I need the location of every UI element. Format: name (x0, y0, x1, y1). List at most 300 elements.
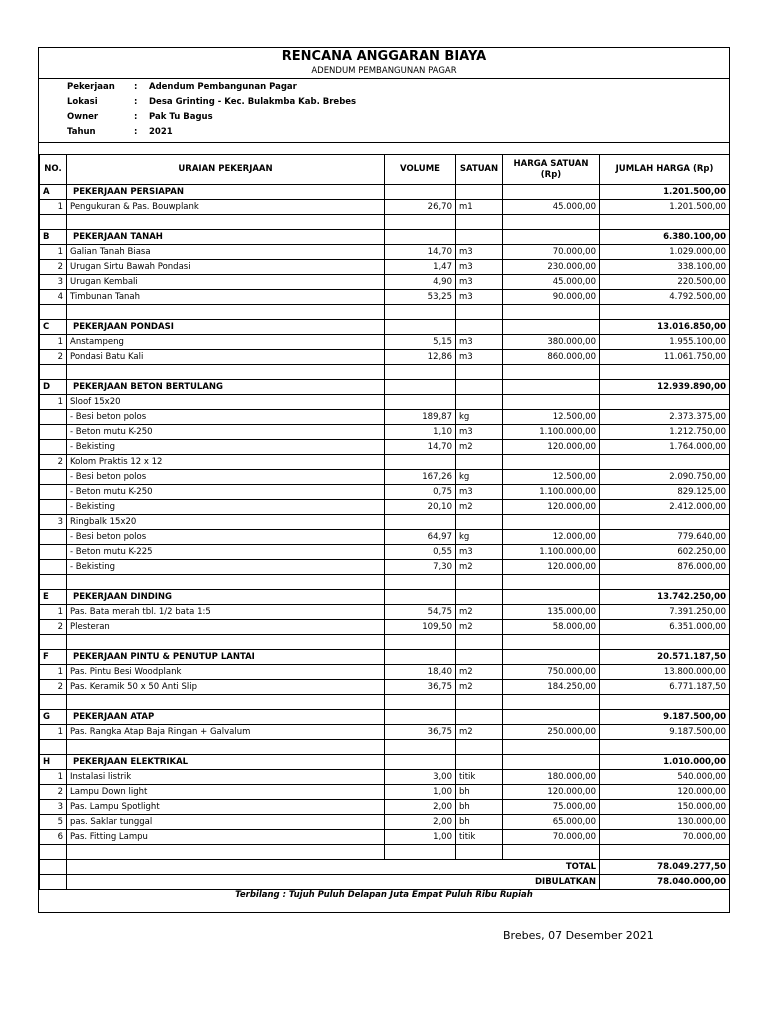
table-row (40, 725, 730, 740)
item-description: Lampu Down light (67, 785, 385, 800)
cell-empty (503, 215, 600, 230)
col-header-no: NO. (40, 155, 67, 185)
item-total: 4.792.500,00 (600, 290, 730, 305)
cell-empty (456, 650, 503, 665)
item-total: 540.000,00 (600, 770, 730, 785)
cell-empty (67, 695, 385, 710)
item-total: 6.351.000,00 (600, 620, 730, 635)
cell-empty (456, 230, 503, 245)
item-total: 70.000,00 (600, 830, 730, 845)
item-description: - Beton mutu K-225 (67, 545, 385, 560)
total-row (40, 860, 730, 875)
item-unit-price: 70.000,00 (503, 245, 600, 260)
item-total: 779.640,00 (600, 530, 730, 545)
cell-empty (503, 575, 600, 590)
spacer-row (40, 365, 730, 380)
cell-empty (600, 740, 730, 755)
rab-table (39, 154, 730, 890)
item-no: 3 (40, 275, 67, 290)
item-unit: m3 (456, 350, 503, 365)
table-row (40, 410, 730, 425)
total-value: 78.040.000,00 (600, 875, 730, 890)
item-unit-price: 12.500,00 (503, 410, 600, 425)
cell-empty (503, 710, 600, 725)
item-volume: 189,87 (385, 410, 456, 425)
item-total (600, 455, 730, 470)
table-row (40, 560, 730, 575)
info-sep: : (134, 127, 138, 137)
cell-empty (503, 695, 600, 710)
cell-empty (385, 185, 456, 200)
item-no (40, 500, 67, 515)
item-description: - Bekisting (67, 560, 385, 575)
item-unit-price: 120.000,00 (503, 785, 600, 800)
section-row (40, 650, 730, 665)
section-letter: F (40, 650, 67, 665)
item-volume: 0,55 (385, 545, 456, 560)
item-no: 1 (40, 200, 67, 215)
item-unit-price: 380.000,00 (503, 335, 600, 350)
item-unit: m3 (456, 290, 503, 305)
info-key: Pekerjaan (67, 82, 115, 92)
item-description: Pas. Bata merah tbl. 1/2 bata 1:5 (67, 605, 385, 620)
section-letter: E (40, 590, 67, 605)
item-no: 2 (40, 260, 67, 275)
section-subtotal: 9.187.500,00 (600, 710, 730, 725)
section-letter: H (40, 755, 67, 770)
item-no: 2 (40, 455, 67, 470)
cell-empty (385, 710, 456, 725)
cell-empty (503, 845, 600, 860)
item-total: 1.764.000,00 (600, 440, 730, 455)
section-title: PEKERJAAN PERSIAPAN (67, 185, 385, 200)
item-unit: m3 (456, 245, 503, 260)
item-volume: 12,86 (385, 350, 456, 365)
item-volume: 1,47 (385, 260, 456, 275)
cell-empty (385, 650, 456, 665)
table-header-row (40, 155, 730, 185)
section-row (40, 380, 730, 395)
info-sep: : (134, 82, 138, 92)
cell-empty (600, 635, 730, 650)
place-date: Brebes, 07 Desember 2021 (503, 929, 654, 942)
table-row (40, 335, 730, 350)
item-total: 602.250,00 (600, 545, 730, 560)
item-total (600, 515, 730, 530)
item-volume: 1,00 (385, 830, 456, 845)
item-volume (385, 395, 456, 410)
cell-empty (456, 710, 503, 725)
table-row (40, 605, 730, 620)
cell-empty (40, 860, 67, 875)
cell-empty (600, 365, 730, 380)
item-description: - Besi beton polos (67, 410, 385, 425)
cell-empty (67, 845, 385, 860)
section-subtotal: 1.010.000,00 (600, 755, 730, 770)
item-unit-price: 12.000,00 (503, 530, 600, 545)
cell-empty (503, 635, 600, 650)
item-description: Ringbalk 15x20 (67, 515, 385, 530)
item-unit-price: 750.000,00 (503, 665, 600, 680)
item-unit: m3 (456, 425, 503, 440)
item-unit: titik (456, 770, 503, 785)
section-row (40, 320, 730, 335)
info-sep: : (134, 112, 138, 122)
item-unit: m3 (456, 335, 503, 350)
item-no: 2 (40, 680, 67, 695)
item-no (40, 470, 67, 485)
item-total: 13.800.000,00 (600, 665, 730, 680)
cell-empty (385, 230, 456, 245)
cell-empty (456, 635, 503, 650)
item-no (40, 530, 67, 545)
item-no: 1 (40, 665, 67, 680)
item-unit-price: 250.000,00 (503, 725, 600, 740)
item-unit-price: 1.100.000,00 (503, 425, 600, 440)
item-unit: m3 (456, 485, 503, 500)
cell-empty (40, 845, 67, 860)
spacer-row (40, 575, 730, 590)
total-row (40, 875, 730, 890)
info-value: Adendum Pembangunan Pagar (149, 82, 297, 92)
cell-empty (385, 755, 456, 770)
item-description: - Besi beton polos (67, 470, 385, 485)
table-row (40, 470, 730, 485)
item-total: 150.000,00 (600, 800, 730, 815)
cell-empty (456, 320, 503, 335)
item-unit (456, 455, 503, 470)
item-unit: m2 (456, 680, 503, 695)
item-no: 1 (40, 605, 67, 620)
item-volume: 0,75 (385, 485, 456, 500)
table-body (40, 185, 730, 890)
info-key: Lokasi (67, 97, 98, 107)
item-unit: titik (456, 830, 503, 845)
col-header-jumlah: JUMLAH HARGA (Rp) (600, 155, 730, 185)
item-unit: m2 (456, 500, 503, 515)
cell-empty (67, 740, 385, 755)
cell-empty (385, 575, 456, 590)
cell-empty (456, 185, 503, 200)
item-unit-price: 135.000,00 (503, 605, 600, 620)
table-row (40, 350, 730, 365)
item-description: Pas. Pintu Besi Woodplank (67, 665, 385, 680)
section-row (40, 185, 730, 200)
item-unit-price: 12.500,00 (503, 470, 600, 485)
section-letter: A (40, 185, 67, 200)
item-volume: 4,90 (385, 275, 456, 290)
col-header-harga-satuan: HARGA SATUAN (Rp) (503, 155, 600, 185)
item-unit-price: 45.000,00 (503, 275, 600, 290)
document-subtitle: ADENDUM PEMBANGUNAN PAGAR (311, 66, 457, 76)
cell-empty (600, 695, 730, 710)
item-unit: m3 (456, 275, 503, 290)
cell-empty (456, 695, 503, 710)
item-description: - Besi beton polos (67, 530, 385, 545)
section-letter: D (40, 380, 67, 395)
item-no (40, 425, 67, 440)
item-volume: 36,75 (385, 680, 456, 695)
table-row (40, 680, 730, 695)
cell-empty (40, 635, 67, 650)
table-row (40, 770, 730, 785)
section-row (40, 755, 730, 770)
item-description: Galian Tanah Biasa (67, 245, 385, 260)
item-unit: m2 (456, 605, 503, 620)
table-row (40, 395, 730, 410)
item-total: 130.000,00 (600, 815, 730, 830)
table-row (40, 455, 730, 470)
cell-empty (385, 305, 456, 320)
cell-empty (40, 215, 67, 230)
title-divider (39, 78, 729, 79)
item-unit-price (503, 455, 600, 470)
item-no: 1 (40, 770, 67, 785)
item-description: Pondasi Batu Kali (67, 350, 385, 365)
item-total: 120.000,00 (600, 785, 730, 800)
item-total: 7.391.250,00 (600, 605, 730, 620)
section-row (40, 230, 730, 245)
section-subtotal: 1.201.500,00 (600, 185, 730, 200)
item-unit-price: 90.000,00 (503, 290, 600, 305)
cell-empty (67, 575, 385, 590)
section-subtotal: 20.571.187,50 (600, 650, 730, 665)
cell-empty (456, 380, 503, 395)
cell-empty (456, 845, 503, 860)
cell-empty (503, 230, 600, 245)
info-value: Desa Grinting - Kec. Bulakmba Kab. Brebes (149, 97, 357, 107)
table-row (40, 620, 730, 635)
item-unit-price: 65.000,00 (503, 815, 600, 830)
item-description: Kolom Praktis 12 x 12 (67, 455, 385, 470)
col-header-satuan: SATUAN (456, 155, 503, 185)
item-no: 6 (40, 830, 67, 845)
item-volume: 14,70 (385, 440, 456, 455)
total-label: TOTAL (67, 860, 600, 875)
item-no: 1 (40, 335, 67, 350)
info-sep: : (134, 97, 138, 107)
info-key: Owner (67, 112, 99, 122)
section-subtotal: 12.939.890,00 (600, 380, 730, 395)
item-description: Sloof 15x20 (67, 395, 385, 410)
table-row (40, 785, 730, 800)
cell-empty (456, 740, 503, 755)
cell-empty (503, 740, 600, 755)
table-row (40, 290, 730, 305)
item-unit-price: 58.000,00 (503, 620, 600, 635)
table-row (40, 545, 730, 560)
cell-empty (385, 365, 456, 380)
item-unit: m2 (456, 560, 503, 575)
item-volume: 109,50 (385, 620, 456, 635)
item-unit: kg (456, 410, 503, 425)
table-row (40, 275, 730, 290)
table-row (40, 200, 730, 215)
item-no: 2 (40, 785, 67, 800)
item-unit: m1 (456, 200, 503, 215)
section-title: PEKERJAAN DINDING (67, 590, 385, 605)
cell-empty (385, 320, 456, 335)
cell-empty (67, 305, 385, 320)
item-description: Pas. Rangka Atap Baja Ringan + Galvalum (67, 725, 385, 740)
item-volume: 2,00 (385, 800, 456, 815)
item-unit (456, 515, 503, 530)
item-total: 9.187.500,00 (600, 725, 730, 740)
item-total: 876.000,00 (600, 560, 730, 575)
item-total: 1.201.500,00 (600, 200, 730, 215)
section-title: PEKERJAAN PONDASI (67, 320, 385, 335)
item-no (40, 410, 67, 425)
table-row (40, 425, 730, 440)
item-total: 220.500,00 (600, 275, 730, 290)
item-volume: 5,15 (385, 335, 456, 350)
item-no: 1 (40, 725, 67, 740)
item-volume: 7,30 (385, 560, 456, 575)
section-title: PEKERJAAN ELEKTRIKAL (67, 755, 385, 770)
item-no: 1 (40, 245, 67, 260)
cell-empty (67, 215, 385, 230)
cell-empty (40, 875, 67, 890)
spacer-row (40, 740, 730, 755)
item-unit: bh (456, 815, 503, 830)
table-row (40, 260, 730, 275)
cell-empty (67, 635, 385, 650)
item-description: Plesteran (67, 620, 385, 635)
item-unit-price: 180.000,00 (503, 770, 600, 785)
item-unit-price: 120.000,00 (503, 560, 600, 575)
item-total: 2.412.000,00 (600, 500, 730, 515)
cell-empty (40, 695, 67, 710)
cell-empty (456, 215, 503, 230)
item-volume: 20,10 (385, 500, 456, 515)
total-label: DIBULATKAN (67, 875, 600, 890)
item-total: 338.100,00 (600, 260, 730, 275)
item-description: - Bekisting (67, 440, 385, 455)
item-no: 2 (40, 620, 67, 635)
item-unit-price (503, 515, 600, 530)
item-description: Timbunan Tanah (67, 290, 385, 305)
item-no: 1 (40, 395, 67, 410)
item-unit: bh (456, 785, 503, 800)
item-no: 3 (40, 800, 67, 815)
cell-empty (503, 755, 600, 770)
section-row (40, 710, 730, 725)
cell-empty (40, 305, 67, 320)
item-volume: 3,00 (385, 770, 456, 785)
cell-empty (456, 575, 503, 590)
spacer-row (40, 305, 730, 320)
cell-empty (600, 305, 730, 320)
item-volume: 53,25 (385, 290, 456, 305)
item-unit-price: 230.000,00 (503, 260, 600, 275)
section-letter: B (40, 230, 67, 245)
item-unit: kg (456, 530, 503, 545)
item-description: - Beton mutu K-250 (67, 485, 385, 500)
cell-empty (503, 305, 600, 320)
cell-empty (503, 185, 600, 200)
section-title: PEKERJAAN PINTU & PENUTUP LANTAI (67, 650, 385, 665)
item-volume: 167,26 (385, 470, 456, 485)
item-total: 1.955.100,00 (600, 335, 730, 350)
item-description: Pas. Keramik 50 x 50 Anti Slip (67, 680, 385, 695)
cell-empty (503, 365, 600, 380)
item-unit: m3 (456, 545, 503, 560)
cell-empty (600, 215, 730, 230)
item-total: 2.373.375,00 (600, 410, 730, 425)
info-value: 2021 (149, 127, 173, 137)
cell-empty (385, 590, 456, 605)
item-description: Instalasi listrik (67, 770, 385, 785)
cell-empty (456, 305, 503, 320)
table-row (40, 245, 730, 260)
item-unit: kg (456, 470, 503, 485)
item-volume: 1,10 (385, 425, 456, 440)
item-unit: m3 (456, 260, 503, 275)
item-unit-price: 1.100.000,00 (503, 545, 600, 560)
section-letter: C (40, 320, 67, 335)
item-no (40, 545, 67, 560)
table-row (40, 485, 730, 500)
table-row (40, 830, 730, 845)
item-description: Pas. Fitting Lampu (67, 830, 385, 845)
table-row (40, 665, 730, 680)
item-description: Pengukuran & Pas. Bouwplank (67, 200, 385, 215)
item-unit: m2 (456, 440, 503, 455)
item-no (40, 485, 67, 500)
cell-empty (385, 215, 456, 230)
table-row (40, 530, 730, 545)
cell-empty (385, 380, 456, 395)
cell-empty (456, 365, 503, 380)
item-unit: m2 (456, 665, 503, 680)
section-letter: G (40, 710, 67, 725)
total-value: 78.049.277,50 (600, 860, 730, 875)
item-unit-price: 120.000,00 (503, 500, 600, 515)
spacer-row (40, 635, 730, 650)
table-row (40, 500, 730, 515)
info-divider (39, 142, 729, 143)
terbilang-text: Terbilang : Tujuh Puluh Delapan Juta Empat Puluh Ribu Rupiah (235, 890, 533, 900)
cell-empty (40, 365, 67, 380)
item-description: Urugan Kembali (67, 275, 385, 290)
cell-empty (456, 755, 503, 770)
section-subtotal: 6.380.100,00 (600, 230, 730, 245)
item-volume (385, 455, 456, 470)
item-unit: bh (456, 800, 503, 815)
item-total: 6.771.187,50 (600, 680, 730, 695)
table-row (40, 800, 730, 815)
item-no: 5 (40, 815, 67, 830)
item-volume (385, 515, 456, 530)
item-volume: 2,00 (385, 815, 456, 830)
document-frame (38, 47, 730, 913)
item-unit: m2 (456, 620, 503, 635)
item-no: 2 (40, 350, 67, 365)
item-volume: 64,97 (385, 530, 456, 545)
table-row (40, 440, 730, 455)
item-description: Urugan Sirtu Bawah Pondasi (67, 260, 385, 275)
cell-empty (40, 740, 67, 755)
cell-empty (40, 575, 67, 590)
item-no (40, 560, 67, 575)
cell-empty (385, 740, 456, 755)
spacer-row (40, 695, 730, 710)
item-unit-price: 1.100.000,00 (503, 485, 600, 500)
section-title: PEKERJAAN ATAP (67, 710, 385, 725)
table-row (40, 815, 730, 830)
item-total: 2.090.750,00 (600, 470, 730, 485)
item-description: pas. Saklar tunggal (67, 815, 385, 830)
